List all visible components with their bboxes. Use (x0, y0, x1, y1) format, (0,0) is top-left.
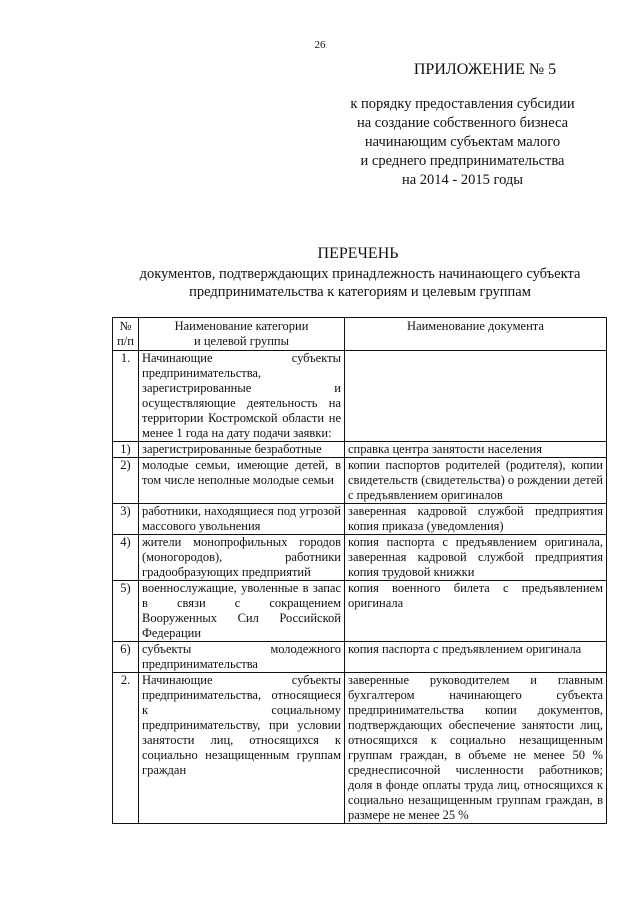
header-category-line: и целевой группы (194, 334, 289, 348)
row-category: Начинающие субъекты предпринимательства, зарегистрированные и осуществляющие деятельность на территории Костромской области не менее 1 года на дату подачи заявки: (139, 351, 345, 442)
document-title: ПЕРЕЧЕНЬ (317, 245, 399, 262)
table-header-row (113, 318, 607, 351)
page-number: 26 (314, 39, 326, 51)
row-document: копия военного билета с предъявлением оригинала (345, 581, 607, 642)
appendix-subtitle-line: на 2014 - 2015 годы (401, 172, 524, 188)
row-category: зарегистрированные безработные (139, 442, 345, 458)
row-category: молодые семьи, имеющие детей, в том числе неполные молодые семьи (139, 458, 345, 504)
appendix-subtitle-line: к порядку предоставления субсидии (350, 96, 575, 112)
document-subtitle (100, 265, 620, 301)
row-number: 2) (113, 458, 139, 504)
row-category: жители монопрофильных городов (моногородов), работники градообразующих предприятий (139, 535, 345, 581)
table-row (113, 351, 607, 442)
row-number: 3) (113, 504, 139, 535)
table-row (113, 581, 607, 642)
row-document: заверенная кадровой службой предприятия копия приказа (уведомления) (345, 504, 607, 535)
row-category: работники, находящиеся под угрозой массового увольнения (139, 504, 345, 535)
appendix-subtitle-line: на создание собственного бизнеса (356, 115, 569, 131)
table-row (113, 442, 607, 458)
header-number-line: п/п (117, 334, 134, 348)
document-subtitle-line: предпринимательства к категориям и целевым группам (189, 284, 531, 300)
appendix-subtitle-line: начинающим субъектам малого (364, 134, 561, 150)
table-row (113, 642, 607, 673)
table-row (113, 673, 607, 824)
row-document: копия паспорта с предъявлением оригинала, заверенная кадровой службой предприятия копия трудовой книжки (345, 535, 607, 581)
row-number: 6) (113, 642, 139, 673)
document-subtitle-line: документов, подтверждающих принадлежность начинающего субъекта (139, 266, 581, 282)
row-document (345, 351, 607, 442)
row-number: 1) (113, 442, 139, 458)
table-row (113, 458, 607, 504)
table-row (113, 535, 607, 581)
header-number-line: № (119, 319, 132, 333)
row-number: 4) (113, 535, 139, 581)
documents-table (112, 317, 607, 824)
row-category: военнослужащие, уволенные в запас в связи с сокращением Вооруженных Сил Российской Федерации (139, 581, 345, 642)
row-document: копия паспорта с предъявлением оригинала (345, 642, 607, 673)
header-category-line: Наименование категории (174, 319, 309, 333)
appendix-subtitle (300, 95, 625, 190)
row-category: Начинающие субъекты предпринимательства, относящиеся к социальному предпринимательству, при условии занятости лиц, относящихся к социально незащищенным группам граждан (139, 673, 345, 824)
row-category: субъекты молодежного предпринимательства (139, 642, 345, 673)
row-number: 1. (113, 351, 139, 442)
row-number: 2. (113, 673, 139, 824)
appendix-subtitle-line: и среднего предпринимательства (360, 153, 565, 169)
appendix-title: ПРИЛОЖЕНИЕ № 5 (413, 61, 557, 78)
header-number (113, 318, 139, 351)
row-document: заверенные руководителем и главным бухгалтером начинающего субъекта предпринимательства копии документов, подтверждающих обеспечение занятости лиц, относящихся к социально незащищенным группам граждан, в объеме не менее 50 % среднесписочной численности работников; доля в фонде оплаты труда лиц, относящихся к социально незащищенным группам граждан, в размере не менее 25 % (345, 673, 607, 824)
table-row (113, 504, 607, 535)
row-document: справка центра занятости населения (345, 442, 607, 458)
header-category (139, 318, 345, 351)
header-document: Наименование документа (345, 318, 607, 351)
row-document: копии паспортов родителей (родителя), копии свидетельств (свидетельства) о рождении детей с предъявлением оригиналов (345, 458, 607, 504)
row-number: 5) (113, 581, 139, 642)
